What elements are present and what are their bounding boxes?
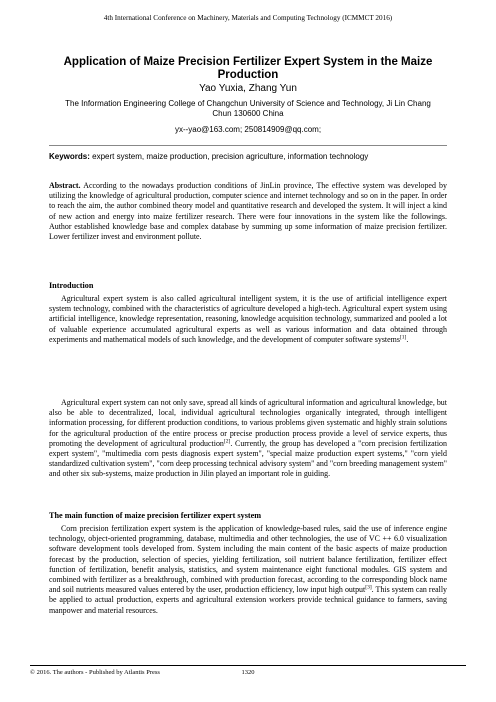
conference-header: 4th International Conference on Machinery, Materials and Computing Technology (ICMMCT 2016) <box>103 14 393 22</box>
keywords-text: expert system, maize production, precision agriculture, information technology <box>89 152 369 161</box>
separator-line <box>49 145 447 146</box>
paragraph-text: Agricultural expert system is also called agricultural intelligent system, it is the use of artificial intelligence expert system technology, combined with the characteristics of agriculture developed a high-tech. Agricultural expert system using artificial intelligence, knowledge representation, reasoning, knowledge acquisition technology, summarized and pooled a lot of valuable experience accumulated agricultural experts as well as various information and data obtained through experiments and mathematical models of such knowledge, and the development of computer software systems <box>49 294 447 344</box>
page-number: 1320 <box>241 669 255 676</box>
section-heading-main-function: The main function of maize precision fertilizer expert system <box>49 511 262 520</box>
section-heading-introduction: Introduction <box>49 281 94 290</box>
paragraph-text: Agricultural expert system can not only save, spread all kinds of agricultural information and agricultural knowledge, but also be able to decentralized, local, individual agricultural technologies organically integrated, through intelligent information processing, for different production conditions, to various problems given systematic and highly strain solutions for the agricultural production of the entire process or precise production process provide a level of service experts, thus promoting the development of agricultural production <box>49 398 447 448</box>
paragraph <box>49 398 447 480</box>
author-emails: yx--yao@163.com; 250814909@qq.com; <box>174 125 322 134</box>
paragraph-text: Corn precision fertilization expert system is the application of knowledge-based rules, said the use of inference engine technology, object-oriented programming, database, multimedia and other technologies, the use of VC ++ 6.0 visualization software development tools developed from. System including the main content of the basic aspects of maize production forecast by the production, selection of species, yielding fertilization, soil nutrient balance fertilization, fertilizer effect function of fertilization, benefit analysis, statistics, and system maintenance eight functional modules. GIS system and combined with fertilizer as a breakthrough, combined with production forecast, according to the corresponding block name and soil nutrients measured values entered by the user, production efficiency, low input high output <box>49 524 447 595</box>
authors: Yao Yuxia, Zhang Yun <box>199 83 297 94</box>
abstract-text: According to the nowadays production conditions of JinLin province, The effective system was developed by utilizing the knowledge of agricultural production, computer science and internet technology and so on in the paper. In order to reach the aim, the author combined theory model and quantitative research and developed the system. It will inject a kind of new action and energy into maize fertilizer research. There were four innovations in the system like the followings. Author established knowledge base and complex database by summing up some information of maize precision fertilizer. Lower fertilizer invest and environment pollute. <box>49 181 447 242</box>
abstract <box>49 181 447 242</box>
paragraph <box>49 524 447 616</box>
citation-ref: [3] <box>365 584 372 591</box>
paragraph <box>49 294 447 345</box>
keywords-line <box>49 152 447 162</box>
paragraph-text-end: . This system can really be applied to actual production, experts and agricultural extension workers provide technical guidance to farmers, saving manpower and material resources. <box>49 585 447 615</box>
citation-ref: [1] <box>399 334 407 341</box>
footer-rule <box>30 665 466 666</box>
abstract-label: Abstract. <box>49 181 81 190</box>
keywords-label: Keywords: <box>49 152 90 161</box>
copyright-notice: © 2016. The authors - Published by Atlantis Press <box>30 669 160 676</box>
affiliation: The Information Engineering College of Changchun University of Science and Technology, Ji Lin Chang Chun 130600 China <box>65 99 431 118</box>
paragraph-text-end: . Currently, the group has developed a "corn precision fertilization expert system", "multimedia corn pests diagnosis expert system", "special maize production expert systems," "corn yield standardized cultivation system", "corn deep processing technical advisory system" and "corn breeding management system" and other six sub-systems, maize production in Jilin played an important role in guiding. <box>49 438 447 479</box>
paper-title: Application of Maize Precision Fertilizer Expert System in the Maize Production <box>63 56 433 81</box>
paragraph-text-end: . <box>406 334 409 344</box>
citation-ref: [2] <box>223 438 231 445</box>
